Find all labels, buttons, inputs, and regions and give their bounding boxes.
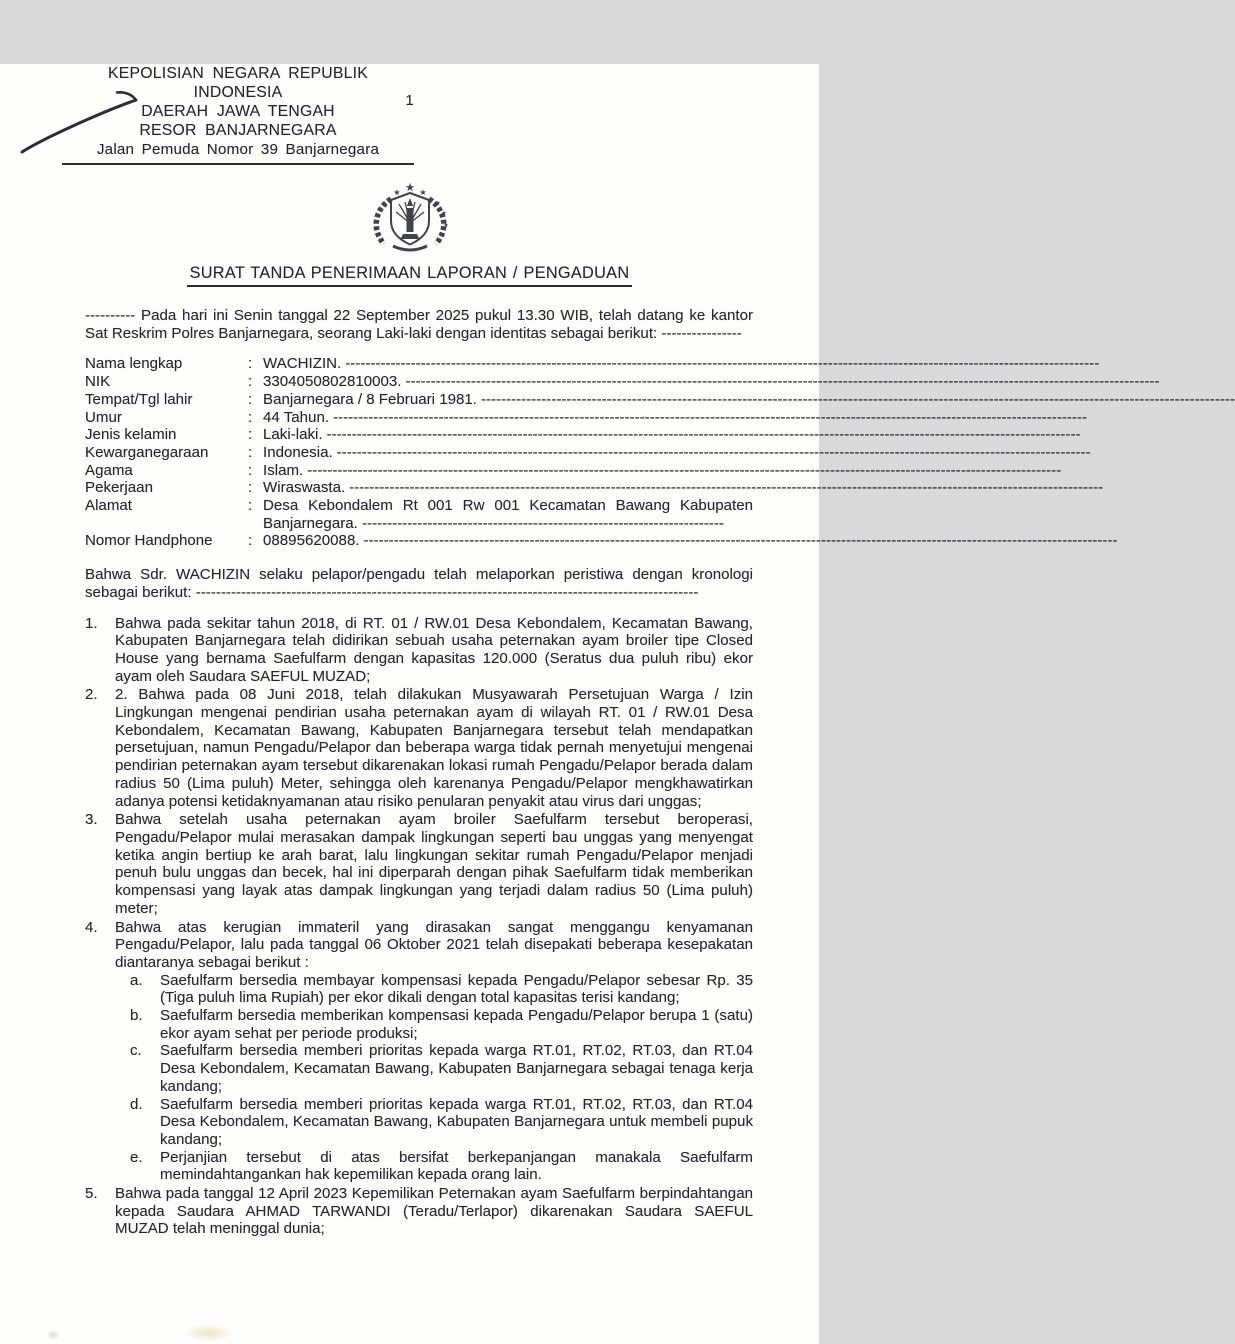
identity-value: Wiraswasta.	[263, 479, 346, 497]
identity-row	[85, 443, 1091, 462]
sub-list	[115, 972, 753, 1184]
item-body	[115, 919, 753, 1185]
item-text: Bahwa pada sekitar tahun 2018, di RT. 01 / RW.01 Desa Kebondalem, Kecamatan Bawang, Kabupaten Banjarnegara telah didirikan sebuah usaha peternakan ayam broiler tipe Closed House yang bernama Saefulfarm dengan kapasitas 120.000 (Seratus dua puluh ribu) ekor ayam oleh Saudara SAEFUL MUZAD;	[115, 614, 753, 685]
identity-row	[85, 426, 1081, 444]
chronology-item	[85, 615, 753, 686]
intro-paragraph: ---------- Pada hari ini Senin tanggal 22 September 2025 pukul 13.30 WIB, telah datang ke kantor Sat Reskrim Polres Banjarnegara, seorang Laki-laki dengan identitas sebagai berikut: ----------------	[85, 307, 753, 342]
chronology-list	[85, 615, 753, 1239]
identity-label: Pekerjaan	[85, 479, 153, 497]
chronology-item	[85, 811, 753, 917]
chronology-item	[85, 1185, 753, 1238]
document-title	[0, 264, 819, 287]
dash-fill: ------------------------------------------------------------------------------------------------------------------------------------------------------	[345, 355, 1100, 373]
identity-value-wrap	[263, 373, 1160, 391]
identity-colon: :	[248, 373, 253, 391]
dash-fill: ------------------------------------------------------------------------------------------------------------------------------------------------------	[307, 461, 1062, 479]
svg-text:★: ★	[418, 188, 427, 197]
sub-item-text: Saefulfarm bersedia memberi prioritas kepada warga RT.01, RT.02, RT.03, dan RT.04 Desa Kebondalem, Kecamatan Bawang, Kabupaten Banjarnegara untuk membeli pupuk kandang;	[160, 1095, 753, 1148]
identity-colon: :	[248, 461, 253, 479]
letterhead-region: DAERAH JAWA TENGAH	[141, 103, 335, 120]
identity-value-wrap	[263, 479, 1104, 497]
item-body	[115, 1185, 753, 1238]
sub-item-letter: e.	[130, 1148, 143, 1166]
item-text: Bahwa setelah usaha peternakan ayam broiler Saefulfarm tersebut beroperasi, Pengadu/Pelapor mulai merasakan dampak lingkungan seperti bau unggas yang menyengat ketika angin bertiup ke arah barat, lalu lingkungan sekitar rumah Pengadu/Pelapor menjadi penuh bulu unggas dan becek, hal ini diperparah dengan pihak Saefulfarm tidak memberikan kompensasi yang layak atas dampak lingkungan yang terjadi dalam radius 50 (Lima puluh) meter;	[115, 811, 753, 917]
item-body	[115, 686, 753, 810]
identity-colon: :	[248, 532, 253, 550]
statement-paragraph: Bahwa Sdr. WACHIZIN selaku pelapor/pengadu telah melaporkan peristiwa dengan kronologi sebagai berikut: ----------------------------------------------------------------------------------------------------	[85, 566, 753, 601]
polri-emblem-logo	[363, 181, 457, 257]
identity-label: Nama lengkap	[85, 355, 183, 373]
chronology-item	[85, 919, 753, 1185]
identity-value-wrap	[263, 426, 1081, 444]
identity-label: Nomor Handphone	[85, 532, 213, 550]
identity-value-wrap	[263, 355, 1100, 373]
identity-value: Desa Kebondalem Rt 001 Rw 001 Kecamatan Bawang Kabupaten Banjarnegara. ------------------------------------------------------------------------	[263, 497, 753, 532]
svg-text:★: ★	[404, 181, 415, 194]
identity-row	[85, 532, 1118, 550]
dash-fill: ------------------------------------------------------------------------------------------------------------------------------------------------------	[336, 443, 1091, 461]
identity-label: Jenis kelamin	[85, 426, 177, 444]
identity-row	[85, 461, 1062, 480]
identity-label: NIK	[85, 373, 111, 391]
identity-value: Banjarnegara / 8 Februari 1981.	[263, 390, 477, 408]
sub-item	[130, 972, 753, 1007]
identity-value-wrap	[263, 390, 1235, 409]
identity-value: WACHIZIN.	[263, 355, 342, 373]
sub-item	[130, 1096, 753, 1149]
letterhead-institution: KEPOLISIAN NEGARA REPUBLIK INDONESIA	[108, 65, 368, 101]
item-number: 3.	[85, 811, 98, 829]
identity-value: Indonesia.	[263, 443, 333, 461]
identity-value-wrap	[263, 497, 753, 532]
dash-fill: ------------------------------------------------------------------------------------------------------------------------------------------------------	[333, 408, 1087, 426]
item-number: 1.	[85, 614, 98, 632]
identity-label: Agama	[85, 461, 133, 479]
sub-item-text: Saefulfarm bersedia memberi prioritas kepada warga RT.01, RT.02, RT.03, dan RT.04 Desa Kebondalem, Kecamatan Bawang, Kabupaten Banjarnegara sebagai tenaga kerja kandang;	[160, 1042, 753, 1095]
item-text: Bahwa pada tanggal 12 April 2023 Kepemilikan Peternakan ayam Saefulfarm berpindahtangan kepada Saudara AHMAD TARWANDI (Teradu/Terlapor) dikarenakan Saudara SAEFUL MUZAD telah meninggal dunia;	[115, 1185, 753, 1238]
identity-value: 44 Tahun.	[263, 408, 330, 426]
chronology-item	[85, 686, 753, 810]
svg-text:★: ★	[440, 210, 447, 217]
sub-item-letter: d.	[130, 1095, 143, 1113]
dash-fill: ------------------------------------------------------------------------------------------------------------------------------------------------------	[480, 390, 1235, 408]
svg-text:★: ★	[434, 200, 441, 207]
sub-item-text: Perjanjian tersebut di atas bersifat berkepanjangan manakala Saefulfarm memindahtangankan hak kepemilikan kepada orang lain.	[160, 1148, 753, 1184]
dash-fill: ------------------------------------------------------------------------------------------------------------------------------------------------------	[349, 479, 1104, 497]
item-text: Bahwa atas kerugian immateril yang dirasakan sangat menggangu kenyamanan Pengadu/Pelapor, lalu pada tanggal 06 Oktober 2021 telah disepakati beberapa kesepakatan diantaranya sebagai berikut :	[115, 918, 753, 971]
identity-row	[85, 355, 1100, 373]
dash-fill: ------------------------------------------------------------------------------------------------------------------------------------------------------	[405, 373, 1160, 391]
sub-item-text: Saefulfarm bersedia membayar kompensasi kepada Pengadu/Pelapor sebesar Rp. 35 (Tiga puluh lima Rupiah) per ekor dikali dengan total kapasitas terisi kandang;	[160, 971, 753, 1007]
identity-row	[85, 390, 1235, 409]
identity-colon: :	[248, 426, 253, 444]
identity-value: Islam.	[263, 461, 304, 479]
identity-value-wrap	[263, 461, 1062, 480]
identity-colon: :	[248, 497, 253, 515]
sub-item-letter: c.	[130, 1042, 142, 1060]
item-number: 4.	[85, 918, 98, 936]
identity-row	[85, 497, 753, 532]
identity-value: 08895620088.	[263, 532, 360, 550]
dash-fill: ------------------------------------------------------------------------------------------------------------------------------------------------------	[326, 426, 1081, 444]
item-number: 5.	[85, 1185, 98, 1203]
letterhead-resort: RESOR BANJARNEGARA	[139, 122, 337, 139]
identity-value: Laki-laki.	[263, 426, 323, 444]
paper-smudge	[184, 1324, 234, 1342]
sub-item	[130, 1042, 753, 1095]
svg-text:★: ★	[392, 188, 401, 197]
item-text: 2. Bahwa pada 08 Juni 2018, telah dilakukan Musyawarah Persetujuan Warga / Izin Lingkungan mengenai pendirian usaha peternakan ayam di wilayah RT. 01 / RW.01 Desa Kebondalem, Kecamatan Bawang, Kabupaten Banjarnegara tersebut telah mendapatkan persetujuan, namun Pengadu/Pelapor dan beberapa warga tidak pernah menyetujui mengenai pendirian peternakan ayam tersebut dikarenakan lokasi rumah Pengadu/Pelapor berada dalam radius 50 (Lima puluh) Meter, sehingga oleh karenanya Pengadu/Pelapor mengkhawatirkan adanya potensi ketidaknyamanan atau risiko penularan penyakit atau virus dari unggas;	[115, 686, 753, 810]
identity-label: Umur	[85, 408, 122, 426]
sub-item-letter: b.	[130, 1007, 143, 1025]
letterhead-address: Jalan Pemuda Nomor 39 Banjarnegara	[96, 141, 380, 158]
identity-label: Tempat/Tgl lahir	[85, 390, 193, 408]
identity-colon: :	[248, 355, 253, 373]
document-title-text: SURAT TANDA PENERIMAAN LAPORAN / PENGADUAN	[187, 264, 633, 287]
sub-item-text: Saefulfarm bersedia memberikan kompensasi kepada Pengadu/Pelapor berupa 1 (satu) ekor ayam sehat per periode produksi;	[160, 1007, 753, 1042]
item-body	[115, 811, 753, 917]
identity-row	[85, 479, 1104, 497]
identity-label: Kewarganegaraan	[85, 443, 209, 461]
item-number: 2.	[85, 686, 98, 704]
sub-item-letter: a.	[130, 971, 143, 989]
identity-colon: :	[248, 408, 253, 426]
identity-colon: :	[248, 479, 253, 497]
identity-value: 3304050802810003.	[263, 373, 402, 391]
identity-value-wrap	[263, 532, 1118, 550]
item-body	[115, 615, 753, 686]
paper-mark	[46, 1330, 60, 1340]
identity-table	[85, 355, 1235, 550]
svg-text:★: ★	[442, 222, 449, 229]
identity-colon: :	[248, 443, 253, 461]
identity-value-wrap	[263, 408, 1087, 427]
sub-item	[130, 1149, 753, 1184]
identity-row	[85, 373, 1160, 391]
dash-fill: ------------------------------------------------------------------------------------------------------------------------------------------------------	[363, 532, 1118, 550]
identity-value-wrap	[263, 443, 1091, 462]
sub-item	[130, 1007, 753, 1042]
identity-colon: :	[248, 390, 253, 408]
identity-row	[85, 408, 1087, 427]
page-number: 1	[405, 92, 414, 109]
identity-label: Alamat	[85, 497, 132, 515]
scanned-police-report-page	[0, 64, 1235, 1344]
